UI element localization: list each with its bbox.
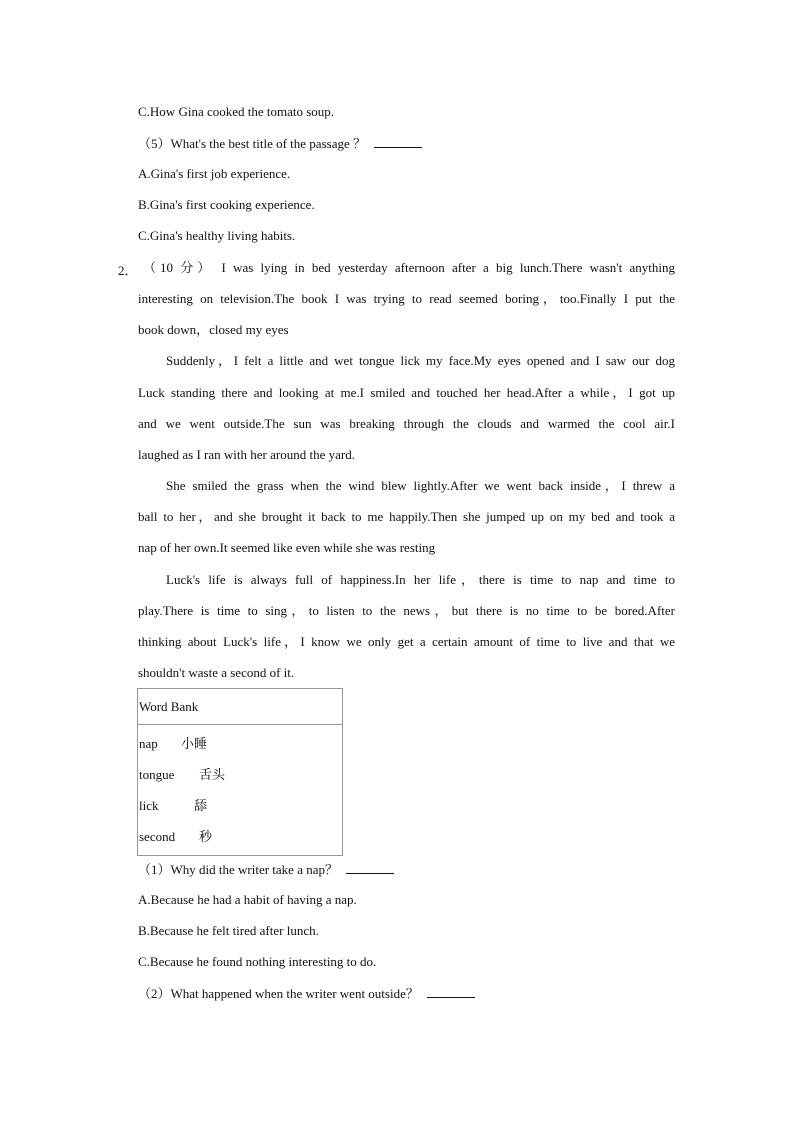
passage-line: and we went outside.The sun was breaking through the clouds and warmed the cool air.I: [138, 416, 675, 431]
q2-sub1-option-c: C.Because he found nothing interesting to do.: [138, 954, 377, 969]
passage-line: I was lying in bed yesterday afternoon after a big lunch.There wasn't anything: [221, 260, 675, 275]
passage-line: Luck standing there and looking at me.I smiled and touched her head.After a while，I got up: [138, 385, 675, 400]
q1-sub5-question: [138, 135, 675, 152]
word-bank-word: tongue: [139, 767, 175, 782]
answer-blank[interactable]: [427, 985, 475, 998]
q2-sub1-option-b: B.Because he felt tired after lunch.: [138, 923, 319, 938]
passage-line: She smiled the grass when the wind blew lightly.After we went back inside，I threw a: [166, 478, 675, 493]
q2-sub2-question: [138, 985, 675, 1002]
word-bank-word: second: [139, 829, 176, 844]
passage-line: Suddenly，I felt a little and wet tongue lick my face.My eyes opened and I saw our dog: [166, 353, 675, 368]
q1-sub5-option-a: A.Gina's first job experience.: [138, 166, 291, 181]
answer-blank[interactable]: [346, 861, 394, 874]
passage-line: laughed as I ran with her around the yard.: [138, 447, 355, 462]
q2-sub1-option-a: A.Because he had a habit of having a nap.: [138, 892, 357, 907]
q2-score: （10 分）: [143, 260, 215, 275]
passage-line: Luck's life is always full of happiness.In her life，there is time to nap and time to: [166, 572, 675, 587]
q1-sub5-option-c: C.Gina's healthy living habits.: [138, 228, 296, 243]
word-bank-entry: [139, 790, 342, 821]
word-bank-table: [137, 688, 343, 856]
passage-line: shouldn't waste a second of it.: [138, 665, 295, 680]
q2-number: 2．: [118, 263, 138, 278]
passage-line: interesting on television.The book I was trying to read seemed boring，too.Finally I put the: [138, 291, 675, 306]
passage-line: thinking about Luck's life，I know we only get a certain amount of time to live and that we: [138, 634, 675, 649]
word-bank-meaning: 小睡: [181, 736, 208, 751]
word-bank-meaning: 舔: [194, 798, 208, 813]
passage-line: book down，closed my eyes: [138, 322, 289, 337]
word-bank-entry: [139, 821, 342, 852]
passage-line: nap of her own.It seemed like even while she was resting: [138, 540, 436, 555]
word-bank-title: Word Bank: [138, 689, 343, 725]
answer-blank[interactable]: [374, 135, 422, 148]
word-bank-word: nap: [139, 736, 158, 751]
word-bank-meaning: 舌头: [199, 767, 226, 782]
q2-sub1-question: [138, 861, 675, 878]
word-bank-entry: [139, 759, 342, 790]
word-bank-entry: [139, 728, 342, 759]
q2-sub1-stem: （1）Why did the writer take a nap？: [138, 862, 338, 877]
q1-sub5-option-b: B.Gina's first cooking experience.: [138, 197, 315, 212]
q2-sub2-stem: （2）What happened when the writer went outside？: [138, 986, 419, 1001]
word-bank-word: lick: [139, 798, 159, 813]
passage-line: ball to her，and she brought it back to me happily.Then she jumped up on my bed and took a: [138, 509, 675, 524]
passage-line: play.There is time to sing，to listen to the news，but there is no time to be bored.After: [138, 603, 675, 618]
q1-option-c4: C.How Gina cooked the tomato soup.: [138, 104, 335, 119]
q1-sub5-stem: （5）What's the best title of the passage ？: [138, 136, 366, 151]
word-bank-meaning: 秒: [199, 829, 213, 844]
word-bank-list: [138, 725, 343, 856]
q2-first-line: [143, 260, 675, 276]
